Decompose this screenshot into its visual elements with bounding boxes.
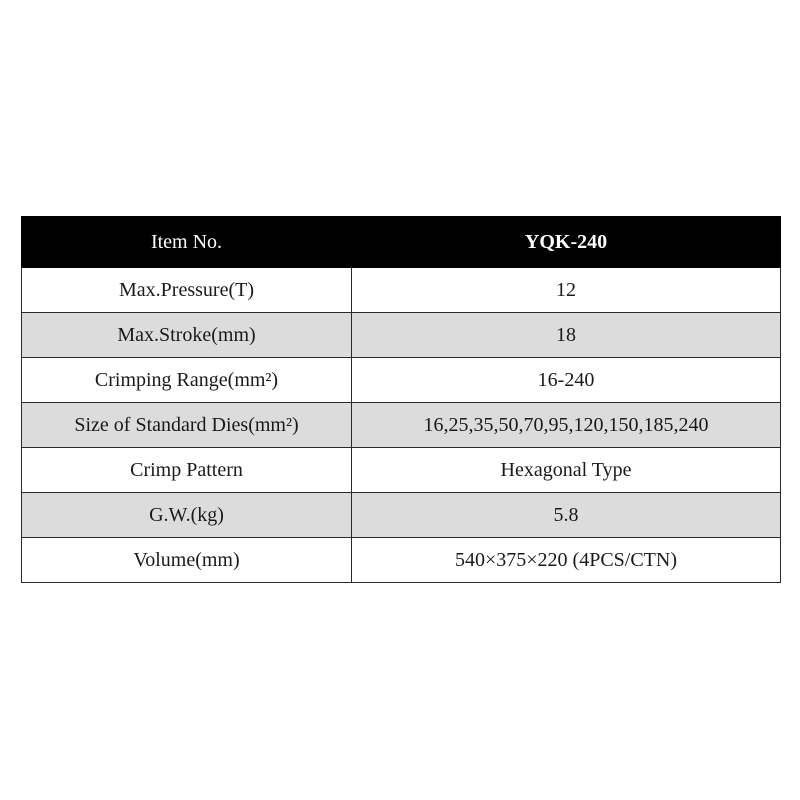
table-row-volume [22, 538, 781, 583]
row-label: G.W.(kg) [22, 493, 352, 538]
row-label: Size of Standard Dies(mm²) [22, 403, 352, 448]
row-value: 12 [352, 268, 781, 313]
row-label: Max.Stroke(mm) [22, 313, 352, 358]
table-row-max-stroke [22, 313, 781, 358]
table-row-gross-weight [22, 493, 781, 538]
table-row-max-pressure [22, 268, 781, 313]
row-value: 16,25,35,50,70,95,120,150,185,240 [352, 403, 781, 448]
row-value: 540×375×220 (4PCS/CTN) [352, 538, 781, 583]
table-header-row [22, 217, 781, 268]
row-value: 16-240 [352, 358, 781, 403]
header-model-cell: YQK-240 [352, 217, 781, 268]
table-row-crimp-pattern [22, 448, 781, 493]
table-row-standard-dies [22, 403, 781, 448]
row-value: 18 [352, 313, 781, 358]
row-value: 5.8 [352, 493, 781, 538]
row-label: Max.Pressure(T) [22, 268, 352, 313]
row-label: Volume(mm) [22, 538, 352, 583]
header-label-cell: Item No. [22, 217, 352, 268]
table-row-crimping-range [22, 358, 781, 403]
row-value: Hexagonal Type [352, 448, 781, 493]
row-label: Crimping Range(mm²) [22, 358, 352, 403]
row-label: Crimp Pattern [22, 448, 352, 493]
spec-table [21, 216, 781, 583]
